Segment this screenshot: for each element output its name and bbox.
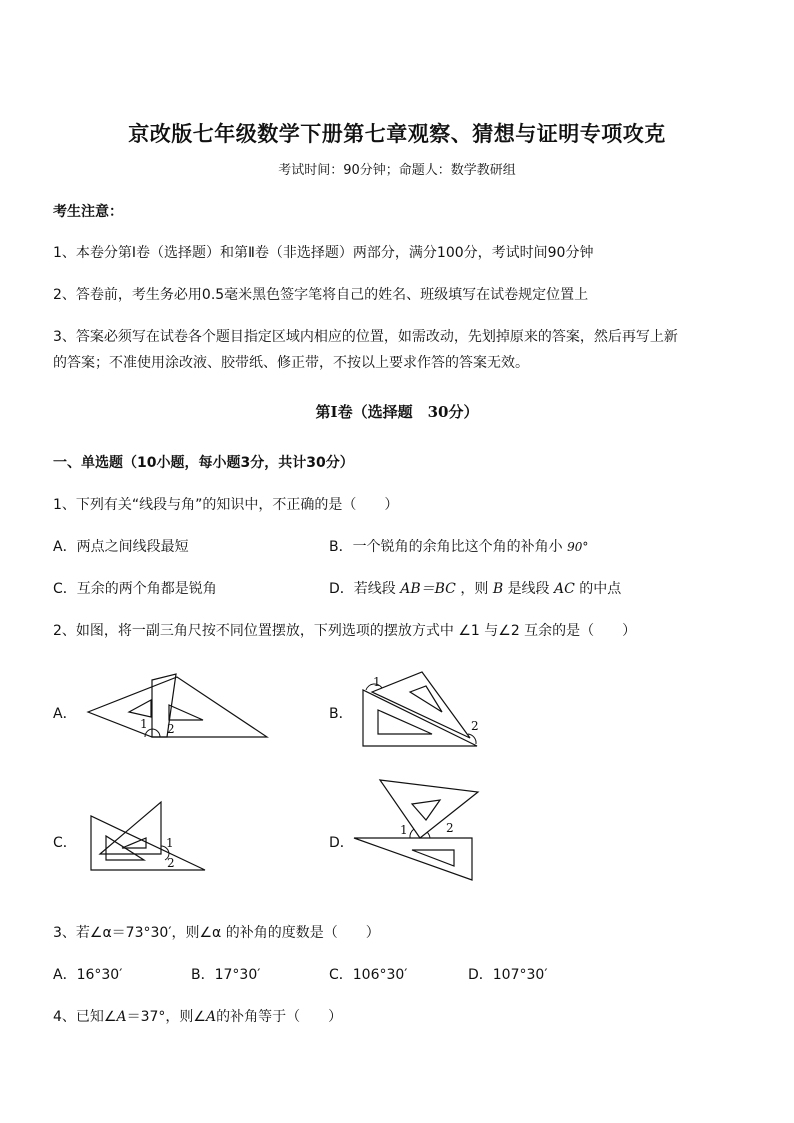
q3-stem: 3、若∠α＝73°30′，则∠α 的补角的度数是（ ） xyxy=(53,925,380,941)
figure-c-angle-label-2: 2 xyxy=(167,856,175,870)
q1-option-d[interactable] xyxy=(329,578,621,598)
figure-c-triangle-45 xyxy=(100,802,161,854)
figure-a-triangle-large-hole xyxy=(129,700,151,717)
q3-option-d[interactable]: D．107°30′ xyxy=(468,967,548,983)
q1-option-d-prefix: D．若线段 xyxy=(329,581,396,597)
q1-option-b[interactable] xyxy=(329,536,588,556)
q4-stem-mid: ＝37°，则∠ xyxy=(126,1009,206,1025)
figure-b-triangle-top-hole xyxy=(410,686,442,712)
q1-option-d-segment: AC xyxy=(554,581,575,597)
figure-a-angle-arc-2 xyxy=(152,729,160,737)
notice-item-3-cont: 的答案；不准使用涂改液、胶带纸、修正带，不按以上要求作答的答案无效。 xyxy=(53,355,529,371)
figure-a-angle-label-1: 1 xyxy=(140,717,148,731)
notice-item-2: 2、答卷前，考生务必用0.5毫米黑色签字笔将自己的姓名、班级填写在试卷规定位置上 xyxy=(53,287,589,303)
figure-b-angle-label-2: 2 xyxy=(471,719,479,733)
section-title: 第Ⅰ卷（选择题 30分） xyxy=(315,403,479,421)
figure-a-triangle-large xyxy=(88,677,267,737)
q2-figure-d xyxy=(350,778,490,884)
q2-option-c-label[interactable]: C． xyxy=(53,835,77,851)
q3-option-a[interactable]: A．16°30′ xyxy=(53,967,123,983)
figure-b-triangle-top xyxy=(372,672,470,738)
figure-a-angle-label-2: 2 xyxy=(167,722,175,736)
q2-stem: 2、如图，将一副三角尺按不同位置摆放，下列选项的摆放方式中 ∠1 与∠2 互余的是（ ） xyxy=(53,623,637,639)
figure-d-angle-arc-2 xyxy=(427,832,430,838)
q4-stem-end: 的补角等于（ ） xyxy=(216,1009,343,1025)
notice-heading: 考生注意： xyxy=(53,204,123,220)
q2-option-b-label[interactable]: B． xyxy=(329,706,353,722)
figure-c-triangle-30-60 xyxy=(91,816,205,870)
q1-stem: 1、下列有关“线段与角”的知识中，不正确的是（ ） xyxy=(53,497,399,513)
figure-d-angle-label-1: 1 xyxy=(400,823,408,837)
q4-stem xyxy=(53,1006,342,1026)
figure-d-triangle-bottom-hole xyxy=(412,850,454,866)
q1-option-d-equation: AB＝BC xyxy=(400,581,456,597)
q3-option-c[interactable]: C．106°30′ xyxy=(329,967,408,983)
q1-option-b-value: 90° xyxy=(567,540,589,554)
q1-option-d-mid: ，则 xyxy=(460,581,489,597)
q2-figure-a xyxy=(85,672,275,742)
figure-d-angle-arc-1 xyxy=(410,829,414,838)
q1-option-d-end: 的中点 xyxy=(579,581,622,597)
figure-b-triangle-bottom-hole xyxy=(378,710,432,734)
q1-option-a[interactable]: A．两点之间线段最短 xyxy=(53,539,189,555)
figure-b-angle-label-1: 1 xyxy=(373,675,381,689)
figure-c-triangle-45-hole xyxy=(122,838,146,848)
figure-c-angle-label-1: 1 xyxy=(166,836,174,850)
q2-option-d-label[interactable]: D． xyxy=(329,835,354,851)
q1-option-d-mid2: 是线段 xyxy=(507,581,550,597)
page-title: 京改版七年级数学下册第七章观察、猜想与证明专项攻克 xyxy=(128,121,666,146)
q1-option-c[interactable]: C．互余的两个角都是锐角 xyxy=(53,581,217,597)
figure-d-triangle-top xyxy=(380,780,478,838)
q1-option-b-text: B．一个锐角的余角比这个角的补角小 xyxy=(329,539,563,555)
figure-d-triangle-top-hole xyxy=(412,800,440,820)
q3-option-b[interactable]: B．17°30′ xyxy=(191,967,261,983)
q2-figure-b xyxy=(360,668,485,750)
notice-item-3: 3、答案必须写在试卷各个题目指定区域内相应的位置，如需改动，先划掉原来的答案，然后再写上新 xyxy=(53,329,678,345)
q1-option-d-point: B xyxy=(492,581,504,597)
part-heading: 一、单选题（10小题，每小题3分，共计30分） xyxy=(53,455,354,471)
figure-a-triangle-small-hole xyxy=(169,705,203,720)
q4-angle-var-2: A xyxy=(205,1009,217,1025)
figure-d-angle-label-2: 2 xyxy=(446,821,454,835)
q2-option-a-label[interactable]: A． xyxy=(53,706,77,722)
q2-figure-c xyxy=(88,798,213,878)
q4-angle-var: A xyxy=(116,1009,127,1025)
notice-item-1: 1、本卷分第Ⅰ卷（选择题）和第Ⅱ卷（非选择题）两部分，满分100分，考试时间90分钟 xyxy=(53,245,594,261)
exam-info: 考试时间：90分钟；命题人：数学教研组 xyxy=(278,163,516,178)
q4-stem-prefix: 4、已知∠ xyxy=(53,1009,117,1025)
